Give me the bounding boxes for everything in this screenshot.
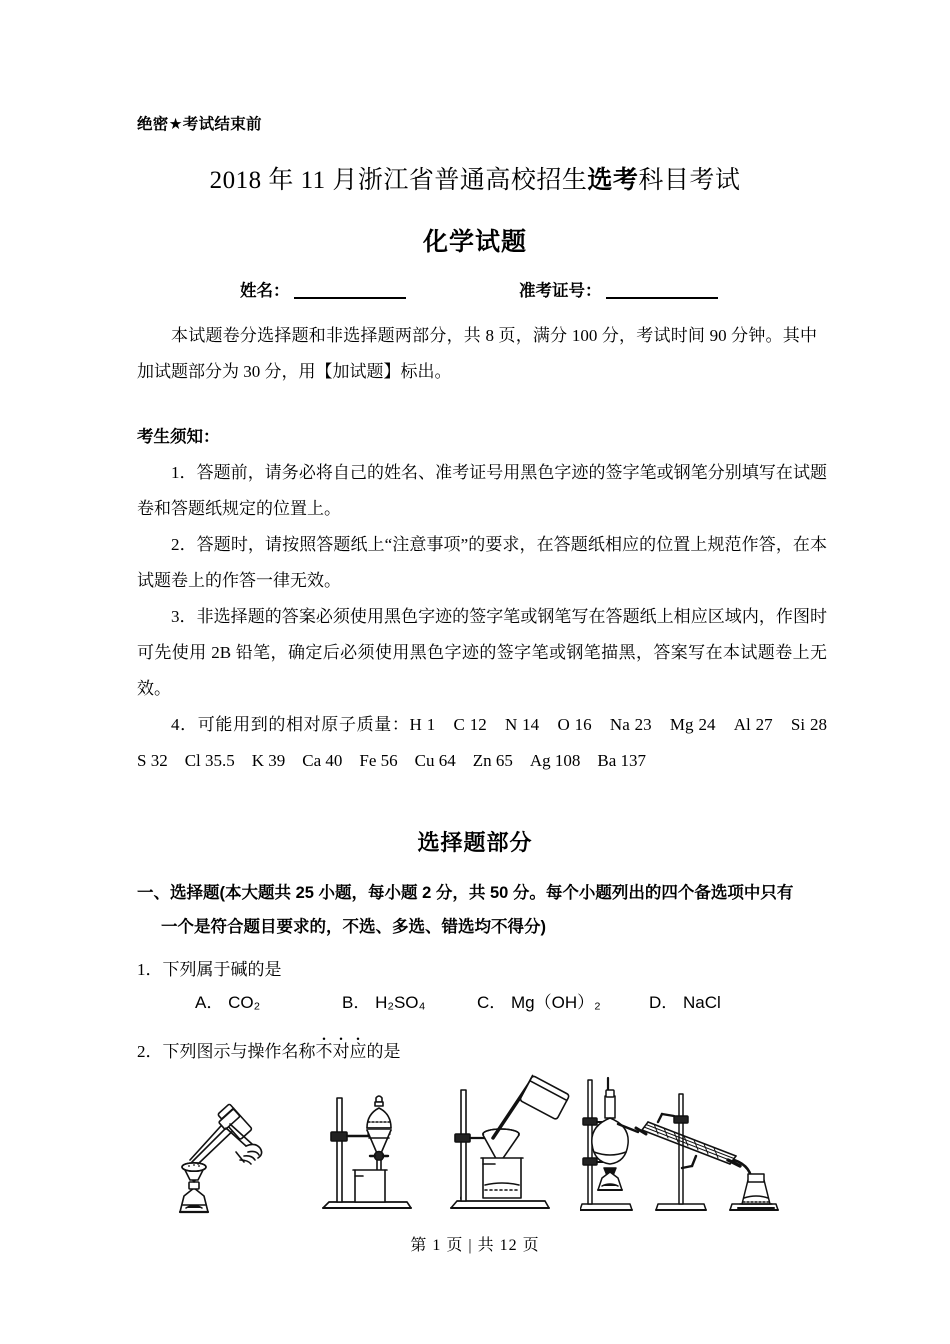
- emphasis-dot-char: 对: [332, 1042, 350, 1061]
- question-1-option-c[interactable]: [477, 988, 601, 1013]
- exam-title-prefix: 2018 年 11 月浙江省普通高校招生: [209, 167, 588, 194]
- notice-item-3: 3．非选择题的答案必须使用黑色字迹的签字笔或钢笔写在答题纸上相应区域内，作图时可先使用 2B 铅笔，确定后必须使用黑色字迹的签字笔或钢笔描黑，答案写在本试题卷上无效。: [137, 607, 827, 698]
- exam-title-emphasis: 选考: [587, 166, 639, 194]
- exam-title-suffix: 科目考试: [638, 167, 741, 194]
- big-question-line-1: 一、选择题(本大题共 25 小题，每小题 2 分，共 50 分。每个小题列出的四个备选项中只有: [137, 884, 794, 902]
- question-1-text: 下列属于碱的是: [162, 960, 282, 979]
- question-1-number: 1．: [137, 960, 163, 979]
- secret-label: 绝密★考试结束前: [137, 116, 262, 133]
- figure-distillation-apparatus: [580, 1072, 780, 1217]
- question-2-figures: [150, 1072, 790, 1217]
- option-a-label: A．: [195, 993, 224, 1012]
- question-1-options: [137, 988, 837, 1014]
- question-2-text-pre: 下列图示与操作名称: [162, 1042, 316, 1061]
- option-c-formula: Mg（OH）₂: [511, 993, 601, 1012]
- ticket-field: [519, 277, 718, 301]
- option-b-label: B．: [342, 993, 371, 1012]
- name-label: 姓名：: [240, 282, 290, 300]
- big-question-instruction: [137, 876, 827, 944]
- intro-paragraph: 本试题卷分选择题和非选择题两部分，共 8 页，满分 100 分，考试时间 90 分钟。其中加试题部分为 30 分，用【加试题】标出。: [137, 326, 817, 381]
- option-a-formula: CO₂: [228, 993, 261, 1012]
- figure-separating-funnel-stand: [315, 1072, 425, 1217]
- emphasis-dot-char: 应: [349, 1042, 367, 1061]
- notice-item-4-atomic-masses: 4．可能用到的相对原子质量：H 1 C 12 N 14 O 16 Na 23 Mg 24 Al 27 Si 28 S 32 Cl 35.5 K 39 Ca 40 Fe 56 Cu 64 Zn 65 Ag 108 Ba 137: [137, 715, 844, 770]
- question-1-option-d[interactable]: [649, 988, 721, 1013]
- figure-filtration-funnel: [445, 1072, 575, 1217]
- question-2-number: 2．: [137, 1042, 163, 1061]
- option-c-label: C．: [477, 993, 507, 1012]
- notice-item-2: 2．答题时，请按照答题纸上“注意事项”的要求，在答题纸相应的位置上规范作答，在本试题卷上的作答一律无效。: [137, 535, 827, 590]
- option-b-formula: H₂SO₄: [375, 993, 426, 1012]
- name-blank-rule: [294, 297, 406, 299]
- exam-title: [0, 160, 950, 196]
- subject-title: 化学试题: [422, 228, 527, 256]
- ticket-blank-rule: [606, 297, 718, 299]
- question-2-stem: [137, 1037, 401, 1062]
- question-2-emphasis: [316, 1042, 367, 1061]
- question-1-option-b[interactable]: [342, 988, 425, 1013]
- big-question-line-2: 一个是符合题目要求的，不选、多选、错选均不得分): [161, 918, 546, 936]
- option-d-formula: NaCl: [683, 993, 721, 1012]
- figure-crucible-tongs-heating: [160, 1072, 300, 1217]
- notice-item-1: 1．答题前，请务必将自己的姓名、准考证号用黑色字迹的签字笔或钢笔分别填写在试题卷和答题纸规定的位置上。: [137, 463, 827, 518]
- section-heading: 选择题部分: [417, 830, 533, 855]
- ticket-label: 准考证号：: [519, 282, 602, 300]
- notice-heading: 考生须知：: [137, 428, 220, 446]
- question-1-option-a[interactable]: [195, 988, 260, 1013]
- emphasis-dot-char: 不: [315, 1042, 333, 1061]
- page-footer: 第 1 页 | 共 12 页: [410, 1237, 540, 1254]
- notice-list: [137, 455, 844, 779]
- name-field: [240, 277, 406, 301]
- option-d-label: D．: [649, 993, 679, 1012]
- question-2-text-post: 的是: [366, 1042, 401, 1061]
- question-1-stem: [137, 955, 282, 980]
